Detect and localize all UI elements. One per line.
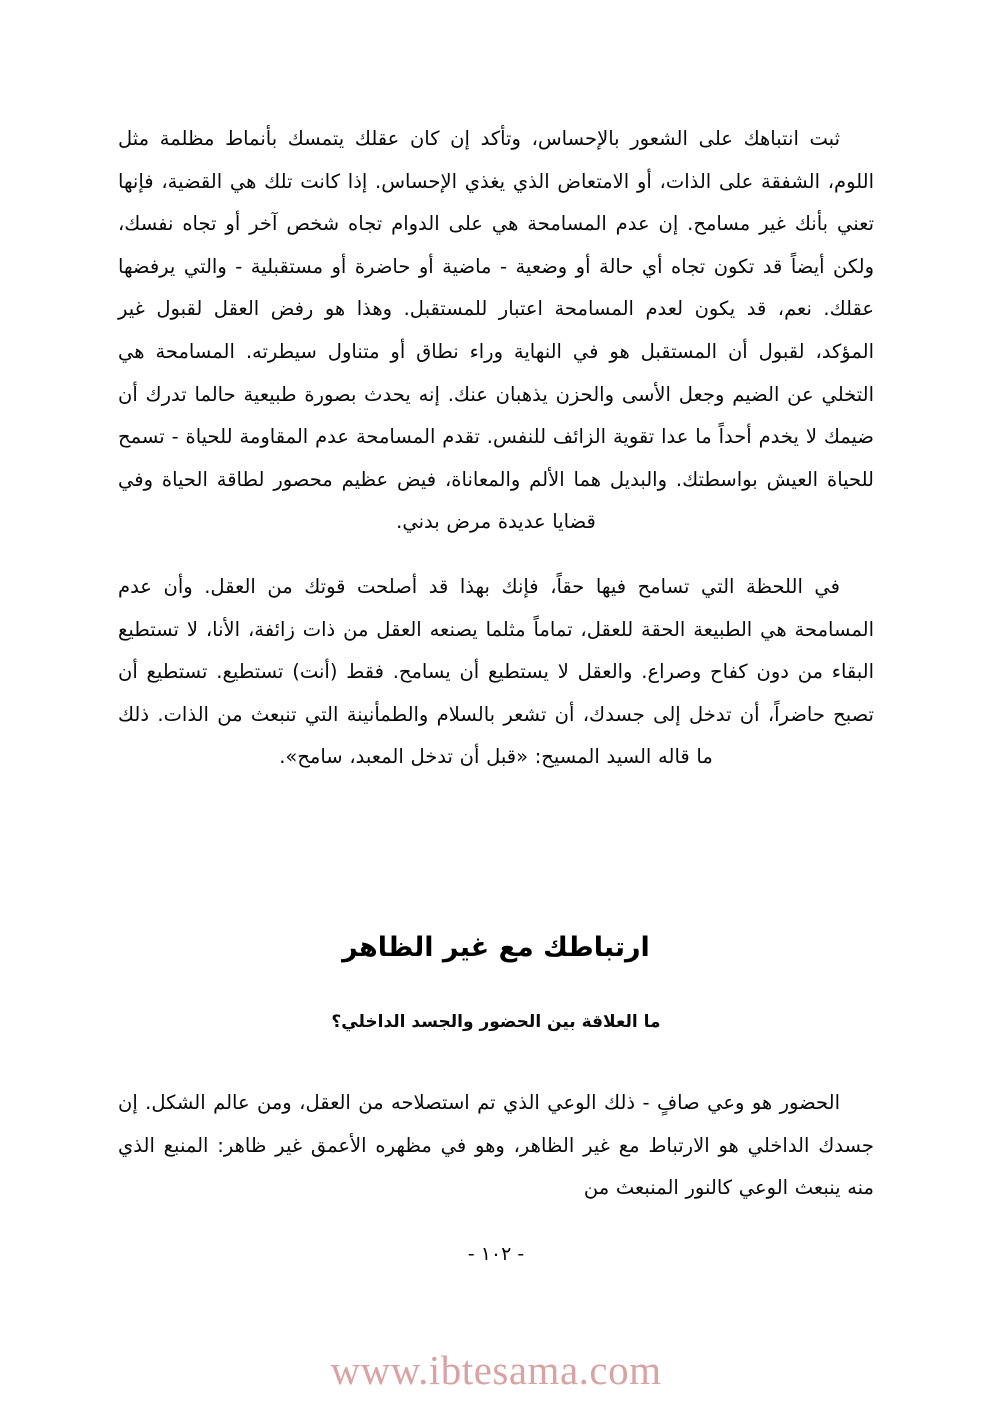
section-subtitle-question: ما العلاقة بين الحضور والجسد الداخلي؟	[331, 1012, 661, 1032]
closing-text-block	[118, 1082, 874, 1210]
main-text-column	[118, 118, 874, 801]
paragraph-true-forgiveness: في اللحظة التي تسامح فيها حقاً، فإنك بهذا قد أصلحت قوتك من العقل. وأن عدم المسامحة هي الطبيعة الحقة للعقل، تماماً مثلما يصنعه العقل من ذات زائفة، الأنا، لا تستطيع البقاء من دون كفاح وصراع. والعقل لا يستطيع أن يسامح. فقط (أنت) تستطيع. تستطيع أن تصبح حاضراً، أن تدخل إلى جسدك، أن تشعر بالسلام والطمأنينة التي تنبعث من الذات. ذلك ما قاله السيد المسيح: «قبل أن تدخل المعبد، سامح».	[118, 574, 874, 769]
section-heading: ارتباطك مع غير الظاهر	[342, 932, 650, 963]
paragraph-presence-inner-body: الحضور هو وعي صافٍ - ذلك الوعي الذي تم استصلاحه من العقل، ومن عالم الشكل. إن جسدك الداخلي هو الارتباط مع غير الظاهر، وهو في مظهره الأعمق غير ظاهر: المنبع الذي منه ينبعث الوعي كالنور المنبعث من	[118, 1091, 874, 1200]
paragraph-forgiveness-awareness: ثبت انتباهك على الشعور بالإحساس، وتأكد إن كان عقلك يتمسك بأنماط مظلمة مثل اللوم، الشفقة على الذات، أو الامتعاض الذي يغذي الإحساس. إذا كانت تلك هي القضية، فإنها تعني بأنك غير مسامح. إن عدم المسامحة هي على الدوام تجاه شخص آخر أو تجاه نفسك، ولكن أيضاً قد تكون تجاه أي حالة أو وضعية - ماضية أو حاضرة أو مستقبلية - والتي يرفضها عقلك. نعم، قد يكون لعدم المسامحة اعتبار للمستقبل. وهذا هو رفض العقل لقبول غير المؤكد، لقبول أن المستقبل هو في النهاية وراء نطاق أو متناول سيطرته. المسامحة هي التخلي عن الضيم وجعل الأسى والحزن يذهبان عنك. إنه يحدث بصورة طبيعية حالما تدرك أن ضيمك لا يخدم أحداً ما عدا تقوية الزائف للنفس. تقدم المسامحة عدم المقاومة للحياة - تسمح للحياة العيش بواسطتك. والبديل هما الألم والمعاناة، فيض عظيم محصور لطاقة الحياة وفي قضايا عديدة مرض بدني.	[118, 127, 874, 534]
page-number: - ١٠٢ -	[467, 1243, 525, 1265]
site-watermark: www.ibtesama.com	[330, 1347, 662, 1393]
